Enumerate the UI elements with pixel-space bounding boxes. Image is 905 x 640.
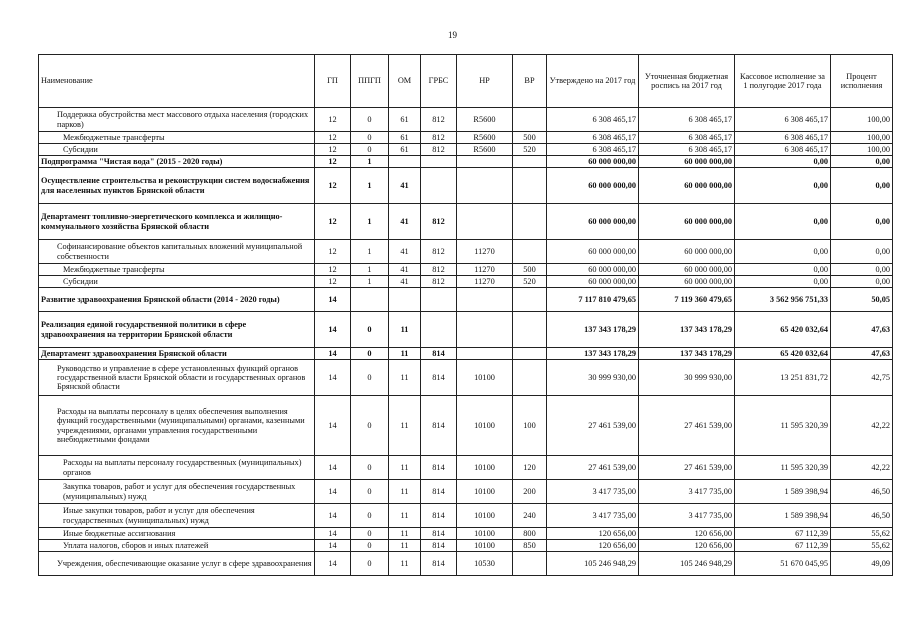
row-refined: 60 000 000,00 (639, 240, 735, 264)
row-om: 41 (389, 240, 421, 264)
row-grbs: 814 (421, 456, 457, 480)
row-name: Закупка товаров, работ и услуг для обеспечения государственных (муниципальных) нужд (39, 480, 315, 504)
row-om: 41 (389, 168, 421, 204)
row-refined: 60 000 000,00 (639, 156, 735, 168)
row-name: Иные закупки товаров, работ и услуг для обеспечения государственных (муниципальных) нужд (39, 504, 315, 528)
row-vr (513, 168, 547, 204)
row-refined: 27 461 539,00 (639, 396, 735, 456)
row-name: Межбюджетные трансферты (39, 264, 315, 276)
row-cash: 65 420 032,64 (735, 312, 831, 348)
row-approved: 60 000 000,00 (547, 156, 639, 168)
table-row (39, 348, 893, 360)
row-percent: 100,00 (831, 132, 893, 144)
row-np (457, 348, 513, 360)
row-vr: 500 (513, 132, 547, 144)
row-grbs: 814 (421, 504, 457, 528)
row-percent: 50,05 (831, 288, 893, 312)
row-ppgp: 0 (351, 348, 389, 360)
row-percent: 49,09 (831, 552, 893, 576)
row-approved: 137 343 178,29 (547, 312, 639, 348)
row-vr: 500 (513, 264, 547, 276)
row-ppgp: 1 (351, 168, 389, 204)
row-refined: 6 308 465,17 (639, 144, 735, 156)
row-approved: 60 000 000,00 (547, 276, 639, 288)
row-refined: 7 119 360 479,65 (639, 288, 735, 312)
row-vr: 200 (513, 480, 547, 504)
row-np: 10100 (457, 540, 513, 552)
header-ppgp: ППГП (351, 55, 389, 108)
row-vr (513, 108, 547, 132)
row-ppgp: 0 (351, 552, 389, 576)
row-vr (513, 240, 547, 264)
row-percent: 42,22 (831, 456, 893, 480)
row-cash: 0,00 (735, 240, 831, 264)
table-row (39, 396, 893, 456)
row-refined: 27 461 539,00 (639, 456, 735, 480)
row-percent: 42,22 (831, 396, 893, 456)
row-approved: 6 308 465,17 (547, 144, 639, 156)
row-ppgp: 0 (351, 312, 389, 348)
row-vr: 850 (513, 540, 547, 552)
row-refined: 6 308 465,17 (639, 132, 735, 144)
row-om: 11 (389, 312, 421, 348)
row-percent: 47,63 (831, 312, 893, 348)
row-vr (513, 156, 547, 168)
budget-execution-table (38, 54, 893, 576)
table-row (39, 504, 893, 528)
row-name: Департамент топливно-энергетического комплекса и жилищно-коммунального хозяйства Брянской области (39, 204, 315, 240)
row-gp: 14 (315, 360, 351, 396)
row-grbs: 812 (421, 276, 457, 288)
row-np: 10100 (457, 528, 513, 540)
row-om: 61 (389, 108, 421, 132)
row-refined: 3 417 735,00 (639, 480, 735, 504)
row-gp: 12 (315, 156, 351, 168)
row-refined: 6 308 465,17 (639, 108, 735, 132)
row-ppgp: 0 (351, 396, 389, 456)
row-cash: 13 251 831,72 (735, 360, 831, 396)
row-np: R5600 (457, 132, 513, 144)
row-name: Субсидии (39, 276, 315, 288)
header-om: ОМ (389, 55, 421, 108)
row-grbs: 814 (421, 360, 457, 396)
table-row (39, 540, 893, 552)
header-percent: Процент исполнения (831, 55, 893, 108)
row-cash: 1 589 398,94 (735, 504, 831, 528)
row-np: 11270 (457, 264, 513, 276)
row-gp: 12 (315, 144, 351, 156)
row-np (457, 156, 513, 168)
row-vr: 240 (513, 504, 547, 528)
row-gp: 14 (315, 552, 351, 576)
row-grbs (421, 312, 457, 348)
row-gp: 14 (315, 456, 351, 480)
row-approved: 27 461 539,00 (547, 456, 639, 480)
row-grbs: 814 (421, 396, 457, 456)
row-name: Расходы на выплаты персоналу в целях обеспечения выполнения функций государственными (муниципальными) органами, казенными учреждениями, органами управления государственными внебюджетными фондами (39, 396, 315, 456)
row-ppgp: 1 (351, 156, 389, 168)
row-gp: 12 (315, 204, 351, 240)
row-gp: 14 (315, 396, 351, 456)
row-grbs: 814 (421, 540, 457, 552)
row-approved: 3 417 735,00 (547, 504, 639, 528)
row-np: 10100 (457, 396, 513, 456)
row-grbs: 814 (421, 552, 457, 576)
row-om: 61 (389, 132, 421, 144)
row-np: 11270 (457, 240, 513, 264)
row-om: 11 (389, 456, 421, 480)
row-vr: 100 (513, 396, 547, 456)
row-cash: 6 308 465,17 (735, 108, 831, 132)
row-refined: 60 000 000,00 (639, 276, 735, 288)
row-cash: 11 595 320,39 (735, 456, 831, 480)
row-approved: 120 656,00 (547, 540, 639, 552)
table-row (39, 204, 893, 240)
row-ppgp: 1 (351, 240, 389, 264)
row-np: 10100 (457, 360, 513, 396)
row-refined: 137 343 178,29 (639, 312, 735, 348)
table-row (39, 108, 893, 132)
row-approved: 60 000 000,00 (547, 264, 639, 276)
row-cash: 3 562 956 751,33 (735, 288, 831, 312)
row-ppgp (351, 288, 389, 312)
row-approved: 7 117 810 479,65 (547, 288, 639, 312)
table-row (39, 480, 893, 504)
row-om: 41 (389, 264, 421, 276)
row-np: 10100 (457, 480, 513, 504)
row-om: 11 (389, 552, 421, 576)
row-percent: 47,63 (831, 348, 893, 360)
table-row (39, 276, 893, 288)
row-cash: 11 595 320,39 (735, 396, 831, 456)
row-cash: 51 670 045,95 (735, 552, 831, 576)
row-approved: 3 417 735,00 (547, 480, 639, 504)
row-name: Расходы на выплаты персоналу государственных (муниципальных) органов (39, 456, 315, 480)
row-name: Поддержка обустройства мест массового отдыха населения (городских парков) (39, 108, 315, 132)
row-refined: 3 417 735,00 (639, 504, 735, 528)
row-approved: 6 308 465,17 (547, 132, 639, 144)
row-name: Реализация единой государственной политики в сфере здравоохранения на территории Брянской области (39, 312, 315, 348)
row-approved: 27 461 539,00 (547, 396, 639, 456)
header-approved: Утверждено на 2017 год (547, 55, 639, 108)
row-cash: 0,00 (735, 156, 831, 168)
row-grbs (421, 156, 457, 168)
row-np (457, 168, 513, 204)
row-cash: 0,00 (735, 264, 831, 276)
row-vr (513, 348, 547, 360)
row-approved: 60 000 000,00 (547, 168, 639, 204)
row-grbs (421, 168, 457, 204)
row-cash: 0,00 (735, 168, 831, 204)
row-name: Осуществление строительства и реконструкции систем водоснабжения для населенных пунктов Брянской области (39, 168, 315, 204)
row-refined: 105 246 948,29 (639, 552, 735, 576)
row-gp: 14 (315, 348, 351, 360)
row-approved: 6 308 465,17 (547, 108, 639, 132)
row-np: 10100 (457, 456, 513, 480)
row-grbs: 812 (421, 144, 457, 156)
row-name: Руководство и управление в сфере установленных функций органов государственной власти Брянской области и государственных органов Брянской области (39, 360, 315, 396)
row-ppgp: 0 (351, 504, 389, 528)
row-om: 41 (389, 204, 421, 240)
header-name: Наименование (39, 55, 315, 108)
row-name: Департамент здравоохранения Брянской области (39, 348, 315, 360)
header-vr: ВР (513, 55, 547, 108)
row-ppgp: 0 (351, 480, 389, 504)
row-vr (513, 360, 547, 396)
row-om (389, 288, 421, 312)
row-grbs: 814 (421, 348, 457, 360)
row-ppgp: 0 (351, 108, 389, 132)
row-grbs: 812 (421, 108, 457, 132)
page-number: 19 (448, 30, 457, 40)
row-grbs: 812 (421, 264, 457, 276)
row-cash: 6 308 465,17 (735, 132, 831, 144)
row-grbs: 814 (421, 480, 457, 504)
row-cash: 67 112,39 (735, 528, 831, 540)
row-vr: 520 (513, 276, 547, 288)
table-row (39, 360, 893, 396)
row-grbs: 812 (421, 132, 457, 144)
row-refined: 60 000 000,00 (639, 204, 735, 240)
table-row (39, 456, 893, 480)
row-cash: 65 420 032,64 (735, 348, 831, 360)
row-np: 10100 (457, 504, 513, 528)
table-row (39, 288, 893, 312)
row-approved: 30 999 930,00 (547, 360, 639, 396)
row-refined: 120 656,00 (639, 540, 735, 552)
row-approved: 60 000 000,00 (547, 240, 639, 264)
row-approved: 137 343 178,29 (547, 348, 639, 360)
row-om (389, 156, 421, 168)
table-row (39, 168, 893, 204)
row-np: R5600 (457, 108, 513, 132)
row-refined: 30 999 930,00 (639, 360, 735, 396)
header-np: НР (457, 55, 513, 108)
row-gp: 12 (315, 108, 351, 132)
table-row (39, 132, 893, 144)
row-name: Субсидии (39, 144, 315, 156)
row-np (457, 204, 513, 240)
row-cash: 1 589 398,94 (735, 480, 831, 504)
row-grbs: 814 (421, 528, 457, 540)
row-percent: 0,00 (831, 168, 893, 204)
row-name: Уплата налогов, сборов и иных платежей (39, 540, 315, 552)
row-percent: 0,00 (831, 156, 893, 168)
table-row (39, 312, 893, 348)
row-gp: 14 (315, 504, 351, 528)
header-gp: ГП (315, 55, 351, 108)
row-grbs: 812 (421, 240, 457, 264)
row-cash: 0,00 (735, 276, 831, 288)
row-name: Межбюджетные трансферты (39, 132, 315, 144)
header-cash: Кассовое исполнение за 1 полугодие 2017 года (735, 55, 831, 108)
row-om: 11 (389, 504, 421, 528)
row-om: 61 (389, 144, 421, 156)
row-ppgp: 0 (351, 360, 389, 396)
row-name: Развитие здравоохранения Брянской области (2014 - 2020 годы) (39, 288, 315, 312)
row-om: 11 (389, 540, 421, 552)
row-name: Иные бюджетные ассигнования (39, 528, 315, 540)
row-refined: 137 343 178,29 (639, 348, 735, 360)
row-cash: 6 308 465,17 (735, 144, 831, 156)
row-percent: 55,62 (831, 528, 893, 540)
row-np (457, 312, 513, 348)
row-percent: 0,00 (831, 276, 893, 288)
row-np: R5600 (457, 144, 513, 156)
row-ppgp: 1 (351, 276, 389, 288)
table-row (39, 264, 893, 276)
row-percent: 0,00 (831, 204, 893, 240)
row-om: 11 (389, 528, 421, 540)
row-refined: 60 000 000,00 (639, 168, 735, 204)
row-om: 11 (389, 480, 421, 504)
row-cash: 0,00 (735, 204, 831, 240)
row-percent: 0,00 (831, 240, 893, 264)
row-percent: 42,75 (831, 360, 893, 396)
row-ppgp: 0 (351, 528, 389, 540)
row-om: 11 (389, 348, 421, 360)
row-ppgp: 1 (351, 204, 389, 240)
table-row (39, 240, 893, 264)
row-grbs: 812 (421, 204, 457, 240)
row-approved: 60 000 000,00 (547, 204, 639, 240)
row-percent: 100,00 (831, 144, 893, 156)
table-row (39, 552, 893, 576)
row-vr: 520 (513, 144, 547, 156)
header-refined: Уточненная бюджетная роспись на 2017 год (639, 55, 735, 108)
row-percent: 46,50 (831, 480, 893, 504)
row-gp: 12 (315, 132, 351, 144)
row-approved: 105 246 948,29 (547, 552, 639, 576)
row-grbs (421, 288, 457, 312)
row-approved: 120 656,00 (547, 528, 639, 540)
header-row (39, 55, 893, 108)
row-name: Учреждения, обеспечивающие оказание услуг в сфере здравоохранения (39, 552, 315, 576)
row-ppgp: 0 (351, 144, 389, 156)
row-gp: 14 (315, 540, 351, 552)
row-percent: 55,62 (831, 540, 893, 552)
row-gp: 14 (315, 480, 351, 504)
row-np (457, 288, 513, 312)
row-gp: 12 (315, 276, 351, 288)
row-vr: 800 (513, 528, 547, 540)
row-ppgp: 1 (351, 264, 389, 276)
row-refined: 120 656,00 (639, 528, 735, 540)
row-np: 10530 (457, 552, 513, 576)
row-ppgp: 0 (351, 132, 389, 144)
table-row (39, 144, 893, 156)
row-om: 41 (389, 276, 421, 288)
row-name: Софинансирование объектов капитальных вложений муниципальной собственности (39, 240, 315, 264)
row-om: 11 (389, 360, 421, 396)
row-percent: 46,50 (831, 504, 893, 528)
row-vr (513, 312, 547, 348)
row-np: 11270 (457, 276, 513, 288)
row-gp: 12 (315, 168, 351, 204)
row-refined: 60 000 000,00 (639, 264, 735, 276)
row-percent: 100,00 (831, 108, 893, 132)
row-gp: 12 (315, 264, 351, 276)
row-vr (513, 288, 547, 312)
row-gp: 14 (315, 528, 351, 540)
row-name: Подпрограмма "Чистая вода" (2015 - 2020 годы) (39, 156, 315, 168)
table-row (39, 528, 893, 540)
row-ppgp: 0 (351, 456, 389, 480)
row-om: 11 (389, 396, 421, 456)
row-cash: 67 112,39 (735, 540, 831, 552)
table-row (39, 156, 893, 168)
row-ppgp: 0 (351, 540, 389, 552)
row-gp: 14 (315, 288, 351, 312)
row-vr (513, 204, 547, 240)
row-gp: 14 (315, 312, 351, 348)
row-percent: 0,00 (831, 264, 893, 276)
row-vr (513, 552, 547, 576)
header-grbs: ГРБС (421, 55, 457, 108)
row-vr: 120 (513, 456, 547, 480)
row-gp: 12 (315, 240, 351, 264)
